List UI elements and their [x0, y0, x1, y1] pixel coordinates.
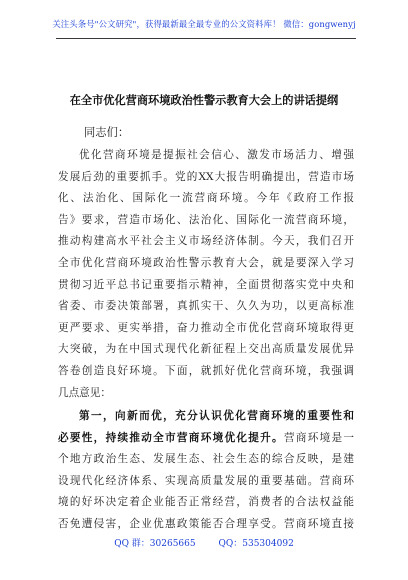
paragraph-line: 发展后劲的重要抓手。党的XX大报告明确提出，营造市场 — [58, 170, 354, 183]
paragraph-line: 优化营商环境是提振社会信心、激发市场活力、增强 — [79, 149, 354, 161]
salutation: 同志们： — [84, 126, 130, 139]
paragraph-line: 个地方政治生态、发展生态、社会生态的综合反映，是建 — [58, 453, 354, 466]
footer-contact — [0, 536, 408, 549]
document-title: 在全市优化营商环境政治性警示教育大会上的讲话提纲 — [69, 94, 339, 107]
paragraph-line: 省委、市委决策部署，真抓实干、久久为功，以更高标准 — [58, 300, 354, 313]
paragraph-line: 否免遭侵害，企业优惠政策能否合理享受。营商环境直接 — [58, 517, 354, 530]
paragraph-line: 推动构建高水平社会主义市场经济体制。今天，我们召开 — [58, 235, 354, 248]
paragraph-line-tail: 营商环境是一 — [283, 431, 354, 444]
paragraph-2 — [58, 406, 354, 536]
paragraph-line: 全市优化营商环境政治性警示教育大会，就是要深入学习 — [58, 256, 354, 269]
paragraph-line: 贯彻习近平总书记重要指示精神，全面贯彻落实党中央和 — [58, 278, 354, 291]
header-banner: 关注头条号"公文研究"，获得最新最全最专业的公文资料库！ 微信：gongwenyj — [52, 19, 356, 29]
header-divider — [56, 38, 356, 39]
paragraph-line: 告》要求，营造市场化、法治化、国际化一流营商环境， — [58, 213, 354, 226]
section-heading-line: 必要性，持续推动全市营商环境优化提升。 — [58, 431, 284, 444]
paragraph-line: 几点意见： — [58, 386, 111, 399]
paragraph-1 — [58, 145, 354, 404]
footer-qq-group: QQ 群：30265665 — [114, 539, 196, 549]
paragraph-line: 大突破，为在中国式现代化新征程上交出高质量发展优异 — [58, 343, 354, 356]
paragraph-line: 更严要求、更实举措，奋力推动全市优化营商环境取得更 — [58, 321, 354, 334]
paragraph-line: 设现代化经济体系、实现高质量发展的重要基础。营商环 — [58, 474, 354, 487]
paragraph-line: 化、法治化、国际化一流营商环境。今年《政府工作报 — [58, 192, 354, 205]
section-heading-line: 第一，向新而优，充分认识优化营商环境的重要性和 — [79, 410, 354, 422]
paragraph-line — [58, 428, 354, 450]
paragraph-line: 答卷创造良好环境。下面，就抓好优化营商环境，我强调 — [58, 364, 354, 377]
paragraph-line: 境的好坏决定着企业能否正常经营，消费者的合法权益能 — [58, 496, 354, 509]
footer-qq: QQ：535304092 — [218, 539, 294, 549]
